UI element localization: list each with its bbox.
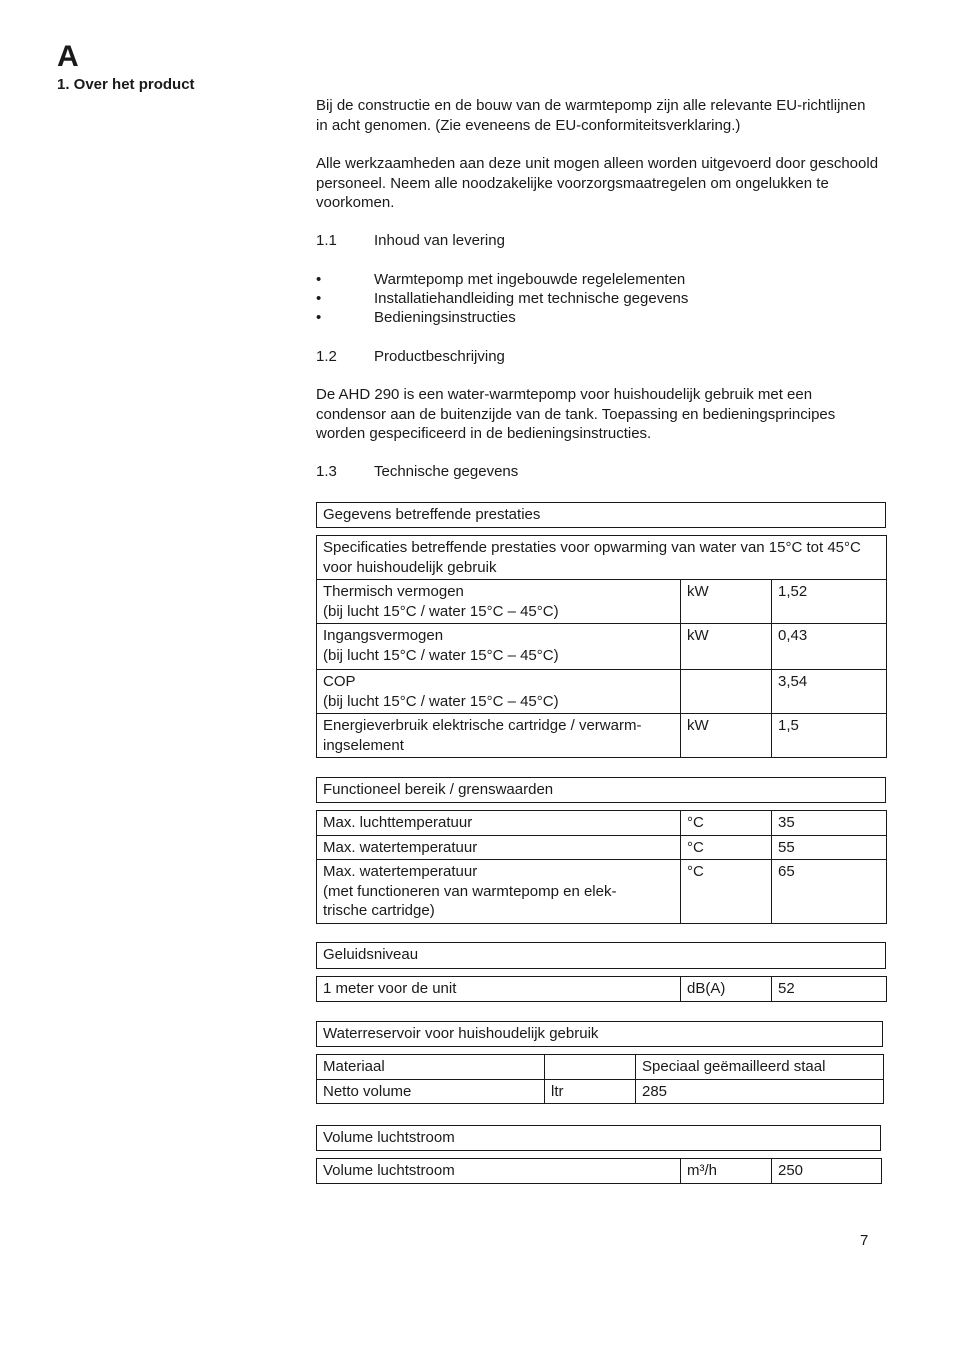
section-number: 1.3 <box>316 463 337 480</box>
tank-table <box>316 1054 884 1104</box>
spec-header-cell: Specificaties betreffende prestaties voor opwarming van water van 15°C tot 45°C voor huishoudelijk gebruik <box>317 536 887 580</box>
list-item-text: Bedieningsinstructies <box>374 309 516 326</box>
bullet-icon: • <box>316 290 322 307</box>
value-cell: 65 <box>772 860 887 924</box>
chapter-title: 1. Over het product <box>57 76 195 93</box>
intro-paragraph-2: Alle werkzaamheden aan deze unit mogen alleen worden uitgevoerd door geschoold personeel. Neem alle noodzakelijke voorzorgsmaatregelen om ongelukken te voorkomen. <box>316 155 879 211</box>
table-row <box>317 1159 882 1184</box>
label-cell: COP (bij lucht 15°C / water 15°C – 45°C) <box>317 670 681 714</box>
value-cell: 52 <box>772 977 887 1002</box>
unit-cell: °C <box>681 811 772 836</box>
label-cell: Volume luchtstroom <box>317 1159 681 1184</box>
bullet-icon: • <box>316 271 322 288</box>
section-number: 1.1 <box>316 232 337 249</box>
label-cell: 1 meter voor de unit <box>317 977 681 1002</box>
noise-header: Geluidsniveau <box>316 942 886 969</box>
unit-cell: °C <box>681 860 772 924</box>
section-title: Inhoud van levering <box>374 232 505 249</box>
table-row <box>317 536 887 580</box>
value-cell: 250 <box>772 1159 882 1184</box>
label-cell: Max. watertemperatuur (met functioneren van warmtepomp en elek- trische cartridge) <box>317 860 681 924</box>
value-cell: 1,5 <box>772 714 887 758</box>
table-row <box>317 811 887 836</box>
label-cell: Materiaal <box>317 1055 545 1080</box>
table-row <box>317 1079 884 1104</box>
intro-paragraph-1: Bij de constructie en de bouw van de warmtepomp zijn alle relevante EU-richtlijnen in acht genomen. (Zie eveneens de EU-conformiteitsverklaring.) <box>316 97 866 134</box>
functional-range-table <box>316 810 887 924</box>
section-letter: A <box>57 40 79 73</box>
table-row <box>317 670 887 714</box>
value-cell: 55 <box>772 835 887 860</box>
unit-cell: dB(A) <box>681 977 772 1002</box>
table-row <box>317 835 887 860</box>
noise-table <box>316 976 887 1002</box>
label-cell: Thermisch vermogen (bij lucht 15°C / water 15°C – 45°C) <box>317 580 681 624</box>
unit-cell: kW <box>681 714 772 758</box>
unit-cell: kW <box>681 624 772 670</box>
label-cell: Netto volume <box>317 1079 545 1104</box>
bullet-icon: • <box>316 309 322 326</box>
label-cell: Max. luchttemperatuur <box>317 811 681 836</box>
section-title: Technische gegevens <box>374 463 519 480</box>
functional-range-header: Functioneel bereik / grenswaarden <box>316 777 886 803</box>
list-item-text: Installatiehandleiding met technische gegevens <box>374 290 689 307</box>
value-cell: 0,43 <box>772 624 887 670</box>
table-row <box>317 714 887 758</box>
airflow-header: Volume luchtstroom <box>316 1125 881 1151</box>
value-cell: 285 <box>636 1079 884 1104</box>
unit-cell: °C <box>681 835 772 860</box>
value-cell: 1,52 <box>772 580 887 624</box>
unit-cell: m³/h <box>681 1159 772 1184</box>
table-row <box>317 977 887 1002</box>
table-row <box>317 1055 884 1080</box>
list-item-text: Warmtepomp met ingebouwde regelelementen <box>374 271 686 288</box>
section-number: 1.2 <box>316 348 337 365</box>
table-row <box>317 860 887 924</box>
unit-cell <box>681 670 772 714</box>
label-cell: Ingangsvermogen (bij lucht 15°C / water 15°C – 45°C) <box>317 624 681 670</box>
value-cell: Speciaal geëmailleerd staal <box>636 1055 884 1080</box>
table-row <box>317 624 887 670</box>
unit-cell <box>545 1055 636 1080</box>
label-cell: Max. watertemperatuur <box>317 835 681 860</box>
label-cell: Energieverbruik elektrische cartridge / verwarm- ingselement <box>317 714 681 758</box>
product-description: De AHD 290 is een water-warmtepomp voor huishoudelijk gebruik met een condensor aan de buitenzijde van de tank. Toepassing en bedieningsprincipes worden gespecificeerd in de bedieningsinstructies. <box>316 386 836 442</box>
performance-table <box>316 535 887 758</box>
airflow-table <box>316 1158 882 1184</box>
page-number: 7 <box>860 1232 869 1249</box>
table-row <box>317 580 887 624</box>
unit-cell: ltr <box>545 1079 636 1104</box>
tank-header: Waterreservoir voor huishoudelijk gebruik <box>316 1021 883 1047</box>
value-cell: 3,54 <box>772 670 887 714</box>
value-cell: 35 <box>772 811 887 836</box>
performance-header: Gegevens betreffende prestaties <box>316 502 886 528</box>
section-title: Productbeschrijving <box>374 348 505 365</box>
unit-cell: kW <box>681 580 772 624</box>
